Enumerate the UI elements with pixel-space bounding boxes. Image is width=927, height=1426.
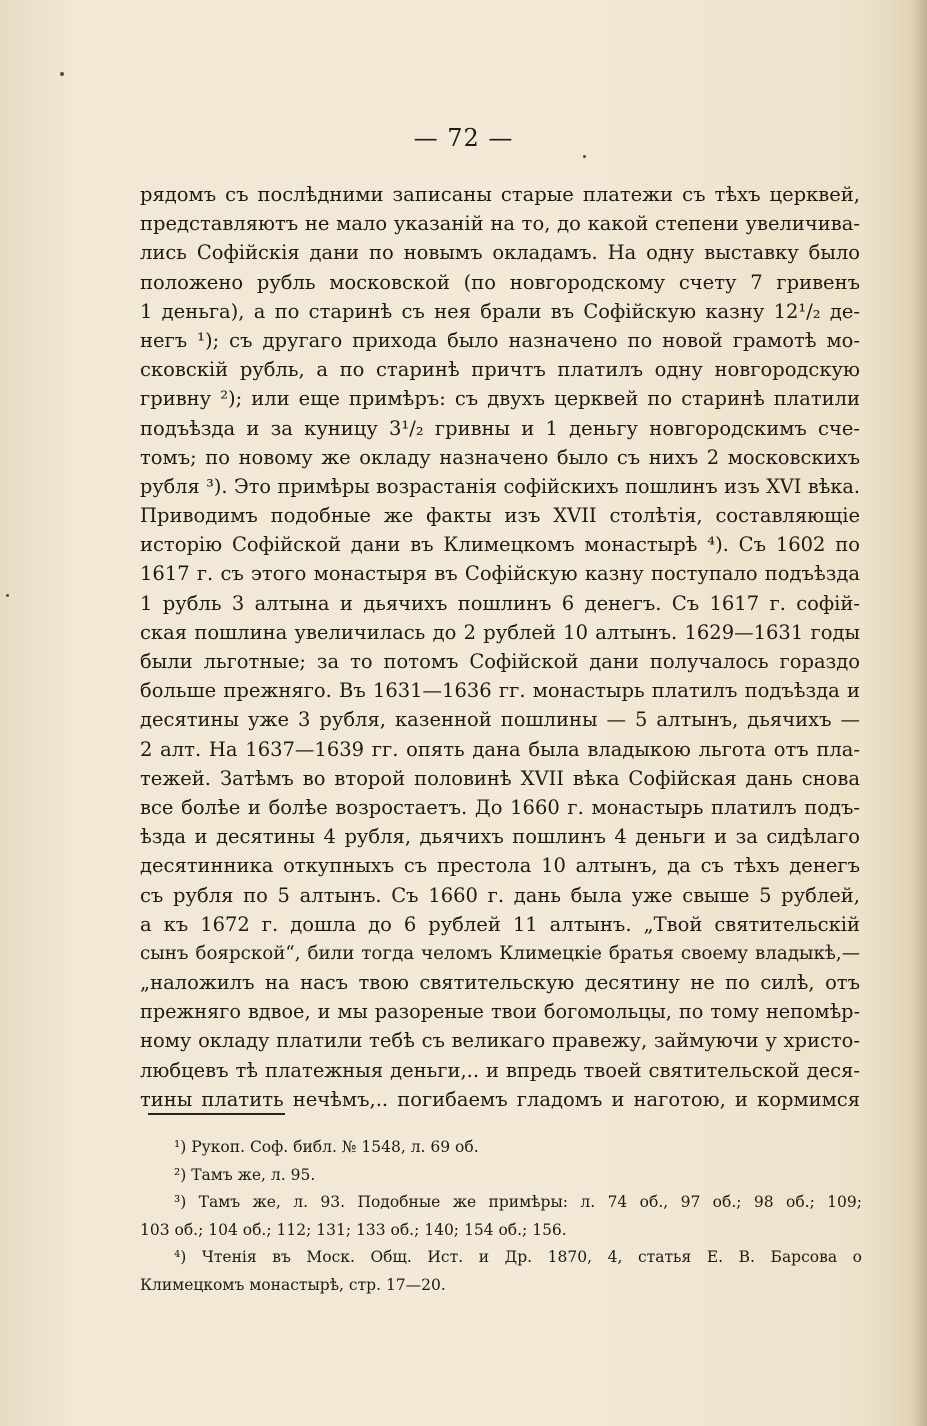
text-line: представляютъ не мало указаній на то, до какой степени увеличива- [140, 212, 860, 236]
text-line: Приводимъ подобные же факты изъ XVII столѣтія, составляющіе [140, 504, 860, 528]
footnote-line: 103 об.; 104 об.; 112; 131; 133 об.; 140; 154 об.; 156. [140, 1220, 567, 1239]
text-line: сынъ боярской“, били тогда челомъ Климецкіе братья своему владыкѣ,— [140, 942, 860, 964]
text-line: подъѣзда и за куницу 3¹/₂ гривны и 1 деньгу новгородскимъ сче- [140, 416, 860, 440]
text-line: рядомъ съ послѣдними записаны старые платежи съ тѣхъ церквей, [140, 183, 860, 206]
footnote-line: ³) Тамъ же, л. 93. Подобные же примѣры: л. 74 об., 97 об.; 98 об.; 109; [174, 1193, 862, 1211]
footnote-line: Климецкомъ монастырѣ, стр. 17—20. [140, 1275, 446, 1294]
text-line: „наложилъ на насъ твою святительскую десятину не по силѣ, отъ [140, 971, 860, 995]
body-text [140, 180, 860, 1114]
text-line: тины платить нечѣмъ,.. погибаемъ гладомъ и наготою, и кормимся [140, 1087, 860, 1111]
footnote-line: ²) Тамъ же, л. 95. [174, 1165, 316, 1184]
text-line: тежей. Затѣмъ во второй половинѣ XVII вѣка Софійская дань снова [140, 766, 860, 790]
text-line: ному окладу платили тебѣ съ великаго правежу, займуючи у христо- [140, 1029, 860, 1053]
paper-speck [6, 594, 9, 597]
text-line: все болѣе и болѣе возростаетъ. До 1660 г. монастырь платилъ подъ- [140, 795, 860, 819]
text-line: рубля ³). Это примѣры возрастанія софійскихъ пошлинъ изъ XVI вѣка. [140, 474, 860, 498]
binding-shadow [911, 0, 927, 1426]
text-line: гривну ²); или еще примѣръ: съ двухъ церквей по старинѣ платили [140, 387, 860, 411]
text-line: а къ 1672 г. дошла до 6 рублей 11 алтынъ. „Твой святительскій [140, 912, 860, 936]
text-line: ѣзда и десятины 4 рубля, дьячихъ пошлинъ 4 деньги и за сидѣлаго [140, 825, 860, 849]
text-line: 2 алт. На 1637—1639 гг. опять дана была владыкою льгота отъ пла- [140, 737, 860, 761]
text-line: десятинника откупныхъ съ престола 10 алтынъ, да съ тѣхъ денегъ [140, 854, 860, 878]
text-line: 1617 г. съ этого монастыря въ Софійскую казну поступало подъѣзда [140, 562, 860, 586]
text-line: сковскій рубль, а по старинѣ причтъ платилъ одну новгородскую [140, 358, 860, 382]
text-line: любцевъ тѣ платежныя деньги,.. и впредь твоей святительской деся- [140, 1058, 860, 1082]
paper-speck [60, 72, 64, 76]
text-line: положено рубль московской (по новгородскому счету 7 гривенъ [140, 270, 860, 294]
paper-speck [583, 155, 586, 158]
text-line: больше прежняго. Въ 1631—1636 гг. монастырь платилъ подъѣзда и [140, 679, 860, 703]
footnotes [140, 1134, 862, 1299]
text-line: исторію Софійской дани въ Климецкомъ монастырѣ ⁴). Съ 1602 по [140, 533, 860, 557]
footnote-line: ⁴) Чтенія въ Моск. Общ. Ист. и Др. 1870, 4, статья Е. В. Барсова о [174, 1248, 862, 1266]
text-line: были льготные; за то потомъ Софійской дани получалось гораздо [140, 650, 860, 673]
footnote-separator [148, 1113, 285, 1115]
text-line: ская пошлина увеличилась до 2 рублей 10 алтынъ. 1629—1631 годы [140, 620, 860, 644]
text-line: томъ; по новому же окладу назначено было съ нихъ 2 московскихъ [140, 445, 860, 469]
text-line: десятины уже 3 рубля, казенной пошлины — 5 алтынъ, дьячихъ — [140, 708, 860, 732]
text-line: 1 деньга), а по старинѣ съ нея брали въ Софійскую казну 12¹/₂ де- [140, 299, 860, 323]
text-line: 1 рубль 3 алтына и дьячихъ пошлинъ 6 денегъ. Съ 1617 г. софій- [140, 591, 860, 615]
text-line: негъ ¹); съ другаго прихода было назначено по новой грамотѣ мо- [140, 328, 860, 352]
footnote-line: ¹) Рукоп. Соф. библ. № 1548, л. 69 об. [174, 1138, 479, 1156]
text-line: лись Софійскія дани по новымъ окладамъ. На одну выставку было [140, 241, 860, 265]
text-line: съ рубля по 5 алтынъ. Съ 1660 г. дань была уже свыше 5 рублей, [140, 883, 860, 907]
page-number: — 72 — [413, 124, 514, 152]
text-line: прежняго вдвое, и мы разореные твои богомольцы, по тому непомѣр- [140, 1000, 860, 1024]
